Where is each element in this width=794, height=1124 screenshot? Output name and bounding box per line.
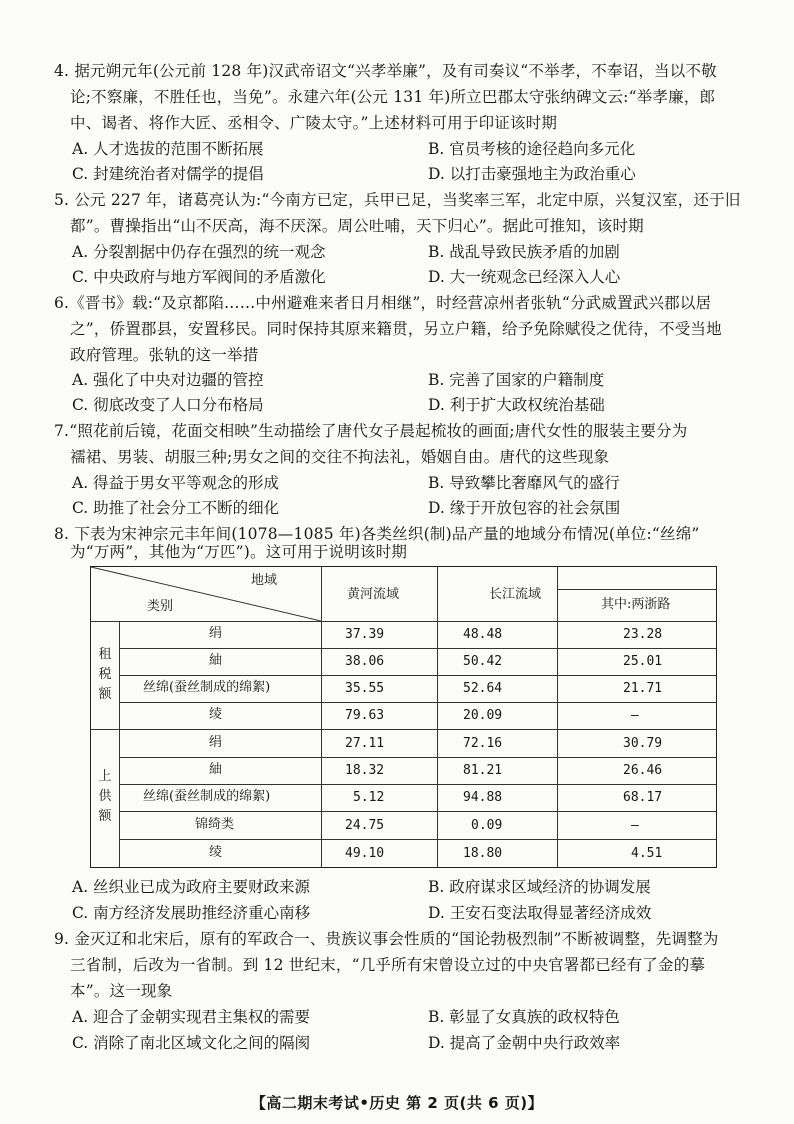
cell-zhejiang: 21.71: [623, 681, 663, 696]
cell-yangtze: 0.09: [471, 818, 503, 833]
question-4-option-c[interactable]: C. 封建统治者对儒学的提倡: [72, 165, 264, 183]
cell-yangtze: 72.16: [463, 736, 503, 751]
question-6-option-b[interactable]: B. 完善了国家的户籍制度: [428, 371, 605, 389]
question-4-option-d[interactable]: D. 以打击豪强地主为政治重心: [428, 165, 636, 183]
col-header-yellow-river: 黄河流域: [347, 587, 400, 602]
question-6-option-c[interactable]: C. 彻底改变了人口分布格局: [72, 396, 264, 414]
cell-yellow: 79.63: [345, 708, 385, 723]
col-header-yangtze: 长江流域: [489, 587, 542, 602]
cell-yellow: 27.11: [345, 736, 385, 751]
cell-yangtze: 52.64: [463, 681, 503, 696]
row-item: 绢: [209, 626, 223, 641]
group-label-tax: 租税额: [98, 647, 112, 702]
cell-yellow: 24.75: [345, 818, 385, 833]
cell-zhejiang: 68.17: [623, 790, 663, 805]
question-8-option-d[interactable]: D. 王安石变法取得显著经济成效: [428, 904, 652, 922]
cell-zhejiang: 25.01: [623, 654, 663, 669]
cell-zhejiang: 4.51: [631, 846, 663, 861]
question-4-option-b[interactable]: B. 官员考核的途径趋向多元化: [428, 140, 636, 158]
question-7-line-1: 7.“照花前后镜，花面交相映”生动描绘了唐代女子晨起梳妆的画面;唐代女性的服装主要分为: [54, 422, 688, 440]
row-item: 紬: [209, 762, 223, 777]
page-footer: 【高二期末考试•历史 第 2 页(共 6 页)】: [250, 1094, 544, 1112]
question-5-option-d[interactable]: D. 大一统观念已经深入人心: [428, 268, 621, 286]
question-5-option-a[interactable]: A. 分裂割据中仍存在强烈的统一观念: [72, 243, 326, 261]
cell-yellow: 18.32: [345, 763, 385, 778]
question-9-option-c[interactable]: C. 消除了南北区域文化之间的隔阂: [72, 1034, 311, 1052]
question-7-option-b[interactable]: B. 导致攀比奢靡风气的盛行: [428, 474, 620, 492]
question-5-line-1: 5. 公元 227 年，诸葛亮认为:“今南方已定，兵甲已足，当奖率三军，北定中原，兴复汉室，还于旧: [54, 191, 741, 209]
cell-yellow: 35.55: [345, 681, 385, 696]
row-item: 紬: [209, 653, 223, 668]
cell-yangtze: 50.42: [463, 654, 503, 669]
cell-yellow: 38.06: [345, 654, 385, 669]
header-region: 地域: [251, 573, 278, 588]
cell-zhejiang: —: [631, 708, 639, 723]
cell-yangtze: 81.21: [463, 763, 503, 778]
question-9-line-3: 本”。这一现象: [70, 982, 173, 1000]
row-item: 丝绵(蚕丝制成的绵絮): [143, 789, 271, 804]
question-8-option-c[interactable]: C. 南方经济发展助推经济重心南移: [72, 904, 311, 922]
question-5-option-c[interactable]: C. 中央政府与地方军阀间的矛盾激化: [72, 268, 326, 286]
question-5-line-2: 都”。曹操指出“山不厌高，海不厌深。周公吐哺，天下归心”。据此可推知，该时期: [70, 217, 644, 235]
question-8-option-b[interactable]: B. 政府谋求区域经济的协调发展: [428, 878, 651, 896]
question-4-line-2: 论;不察廉，不胜任也，当免”。永建六年(公元 131 年)所立巴郡太守张纳碑文云:“举孝廉，郎: [70, 88, 716, 106]
question-7-option-d[interactable]: D. 缘于开放包容的社会氛围: [428, 499, 621, 517]
question-7-option-a[interactable]: A. 得益于男女平等观念的形成: [72, 474, 280, 492]
row-item: 锦绮类: [195, 817, 235, 832]
row-item: 绢: [209, 735, 223, 750]
question-6-line-1: 6.《晋书》载:“及京都陷……中州避难来者日月相继”，时经营凉州者张轨“分武威置武兴郡以居: [54, 294, 712, 312]
question-4-line-3: 中、谒者、将作大匠、丞相令、广陵太守。”上述材料可用于印证该时期: [70, 114, 558, 132]
question-9-line-1: 9. 金灭辽和北宋后，原有的军政合一、贵族议事会性质的“国论勃极烈制”不断被调整，先调整为: [54, 930, 719, 948]
question-9-option-a[interactable]: A. 迎合了金朝实现君主集权的需要: [72, 1008, 311, 1026]
cell-yellow: 49.10: [345, 846, 385, 861]
question-8-line-1: 8. 下表为宋神宗元丰年间(1078—1085 年)各类丝织(制)品产量的地域分布情况(单位:“丝绵”: [54, 525, 700, 543]
silk-production-table: [90, 566, 717, 868]
cell-zhejiang: 26.46: [623, 763, 663, 778]
question-8-line-2: 为“万两”，其他为“万匹”)。这可用于说明该时期: [70, 543, 408, 561]
cell-yellow: 5.12: [353, 790, 385, 805]
question-6-line-3: 政府管理。张轨的这一举措: [70, 346, 259, 364]
header-diagonal: [91, 567, 321, 621]
cell-yangtze: 48.48: [463, 627, 503, 642]
group-label-tribute: 上供额: [98, 769, 112, 824]
question-9-option-b[interactable]: B. 彰显了女真族的政权特色: [428, 1008, 620, 1026]
cell-yellow: 37.39: [345, 627, 385, 642]
cell-yangtze: 18.80: [463, 846, 503, 861]
question-6-option-a[interactable]: A. 强化了中央对边疆的管控: [72, 371, 264, 389]
question-4-option-a[interactable]: A. 人才选拔的范围不断拓展: [72, 140, 264, 158]
row-item: 绫: [209, 845, 223, 860]
question-6-line-2: 之”，侨置郡县，安置移民。同时保持其原来籍贯，另立户籍，给予免除赋役之优待，不受当地: [70, 320, 722, 338]
cell-yangtze: 94.88: [463, 790, 503, 805]
question-7-option-c[interactable]: C. 助推了社会分工不断的细化: [72, 499, 280, 517]
question-6-option-d[interactable]: D. 利于扩大政权统治基础: [428, 396, 605, 414]
question-9-option-d[interactable]: D. 提高了金朝中央行政效率: [428, 1034, 621, 1052]
question-7-line-2: 襦裙、男装、胡服三种;男女之间的交往不拘法礼，婚姻自由。唐代的这些现象: [70, 448, 610, 466]
question-8-option-a[interactable]: A. 丝织业已成为政府主要财政来源: [72, 878, 311, 896]
cell-zhejiang: 23.28: [623, 627, 663, 642]
question-9-line-2: 三省制，后改为一省制。到 12 世纪末，“几乎所有宋曾设立过的中央官署都已经有了金的摹: [70, 956, 706, 974]
cell-yangtze: 20.09: [463, 708, 503, 723]
question-4-line-1: 4. 据元朔元年(公元前 128 年)汉武帝诏文“兴孝举廉”，及有司奏议“不举孝，不奉诏，当以不敬: [54, 62, 717, 80]
question-5-option-b[interactable]: B. 战乱导致民族矛盾的加剧: [428, 243, 620, 261]
header-category: 类别: [147, 599, 174, 614]
col-header-zhejiang: 其中:两浙路: [601, 597, 671, 612]
row-item: 丝绵(蚕丝制成的绵絮): [143, 680, 271, 695]
row-item: 绫: [209, 707, 223, 722]
cell-zhejiang: 30.79: [623, 736, 663, 751]
cell-zhejiang: —: [631, 818, 639, 833]
